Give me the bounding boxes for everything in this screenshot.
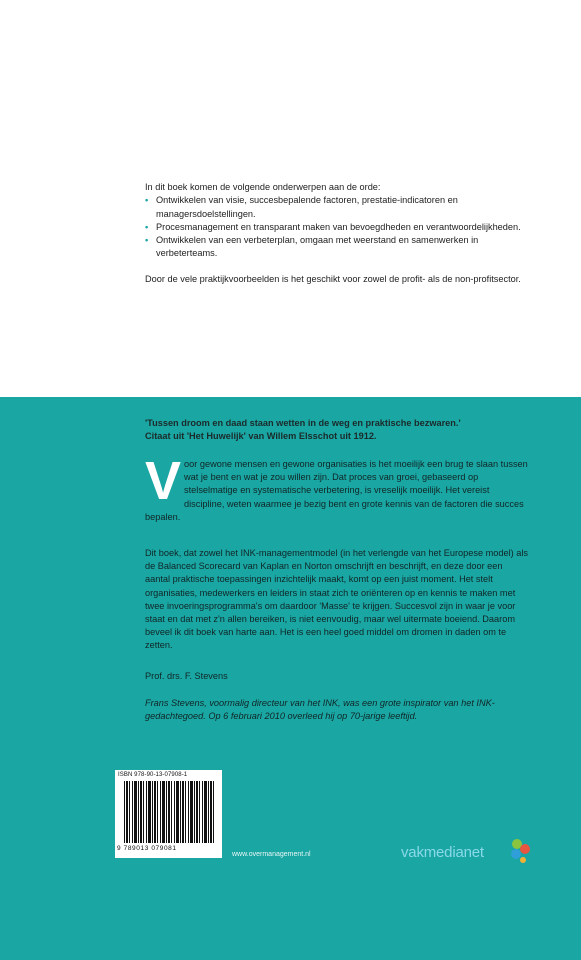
bullet-icon: • <box>145 235 149 246</box>
review-lead <box>145 451 530 524</box>
topic-item <box>145 221 525 234</box>
back-cover-top <box>0 0 581 397</box>
quote-line-2: Citaat uit 'Het Huwelijk' van Willem Elsschot uit 1912. <box>145 431 377 441</box>
topic-item <box>145 234 525 261</box>
topic-item <box>145 194 525 221</box>
bullet-icon: • <box>145 195 149 206</box>
isbn-label: ISBN 978-90-13-07908-1 <box>118 772 188 778</box>
review-note: Frans Stevens, voormalig directeur van het INK, was een grote inspirator van het INK-gedachtegoed. Op 6 februari 2010 overleed hij op 70-jarige leeftijd. <box>145 698 495 722</box>
topic-list <box>145 194 525 260</box>
drop-cap: V <box>145 451 182 511</box>
topic-text: Ontwikkelen van een verbeterplan, omgaan met weerstand en samenwerken in verbeterteams. <box>156 235 479 259</box>
intro-closing: Door de vele praktijkvoorbeelden is het geschikt voor zowel de profit- als de non-profitsector. <box>145 273 521 284</box>
barcode-bars <box>124 781 216 843</box>
review-signature: Prof. drs. F. Stevens <box>145 671 228 681</box>
topic-text: Ontwikkelen van visie, succesbepalende factoren, prestatie-indicatoren en managersdoelstellingen. <box>156 195 458 219</box>
publisher-logo: vakmedianet <box>401 844 484 861</box>
bullet-icon: • <box>145 221 149 232</box>
quote-line-1: 'Tussen droom en daad staan wetten in de weg en praktische bezwaren.' <box>145 418 461 428</box>
intro-block <box>145 181 525 286</box>
barcode <box>115 770 222 858</box>
website-link[interactable]: www.overmanagement.nl <box>232 851 311 858</box>
review-paragraph-2: Dit boek, dat zowel het INK-managementmodel (in het verlengde van het Europese model) als de Balanced Scorecard van Kaplan en Norton omschrijft en beschrijft, en deze door een aantal praktische toepassingen inzichtelijk maakt, komt op een juist moment. Het stelt organisaties, medewerkers en leiders in staat zich te oriënteren op en kennis te maken met twee invoeringsprogramma's om daardoor 'Masse' te krijgen. Succesvol zijn in waar je voor staat en dat met z'n allen bereiken, is niet eenvoudig, maar wel uitermate boeiend. Daarom beveel ik dit boek van harte aan. Het is een heel goed middel om dromen in daden om te zetten. <box>145 548 529 651</box>
review-lead-text: oor gewone mensen en gewone organisaties is het moeilijk een brug te slaan tussen wat je bent en wat je zou willen zijn. Dat proces van groei, gebaseerd op stelselmatige en systematische verbetering, is vreselijk moeilijk. Het vereist discipline, weten waarmee je bezig bent en grote kennis van de factoren die succes bepalen. <box>145 459 528 522</box>
publisher-logo-icon <box>505 835 539 865</box>
intro-heading: In dit boek komen de volgende onderwerpen aan de orde: <box>145 182 381 192</box>
topic-text: Procesmanagement en transparant maken van bevoegdheden en verantwoordelijkheden. <box>156 221 521 232</box>
barcode-digits: 9 789013 079081 <box>117 845 177 852</box>
quote-block <box>145 417 535 443</box>
